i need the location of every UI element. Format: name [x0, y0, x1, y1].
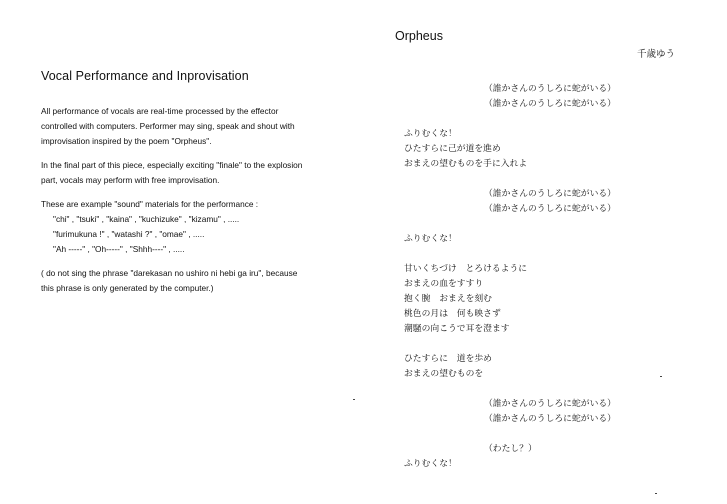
- example-line: "furimukuna !" , "watashi ?" , "omae" , .....: [53, 229, 205, 239]
- scan-speck: [660, 376, 662, 377]
- poem-line: ひたすらに 道を歩め: [404, 354, 492, 364]
- poem-refrain-line: （誰かさんのうしろに蛇がいる）: [484, 99, 616, 109]
- stanza-break: [404, 217, 704, 232]
- notes-paragraph-finale: [41, 158, 366, 188]
- poem-body: [404, 82, 704, 472]
- stanza-break: [404, 427, 704, 442]
- stanza-break: [404, 247, 704, 262]
- poem-refrain-line: （誰かさんのうしろに蛇がいる）: [484, 204, 616, 214]
- example-line: "Ah -----" , "Oh-----" , "Shhh----" , .....: [53, 244, 185, 254]
- poem-refrain-line: （誰かさんのうしろに蛇がいる）: [484, 414, 616, 424]
- poem-refrain-line: （誰かさんのうしろに蛇がいる）: [484, 84, 616, 94]
- poem-title: Orpheus: [395, 29, 443, 43]
- poem-line: 抱く腕 おまえを刻む: [404, 294, 492, 304]
- scan-speck: [655, 493, 657, 494]
- notes-paragraph-realtime: [41, 104, 366, 149]
- text-line: All performance of vocals are real-time processed by the effector: [41, 106, 279, 116]
- poem-line: おまえの望むものを手に入れよ: [404, 159, 528, 169]
- poem-refrain-line: （誰かさんのうしろに蛇がいる）: [484, 189, 616, 199]
- poem-author: 千歳ゆう: [637, 49, 676, 60]
- text-line: improvisation inspired by the poem "Orpheus".: [41, 136, 212, 146]
- text-line: part, vocals may perform with free improvisation.: [41, 175, 220, 185]
- poem-line: おまえの望むものを: [404, 369, 484, 379]
- text-line: In the final part of this piece, especially exciting "finale" to the explosion: [41, 160, 303, 170]
- stanza-break: [404, 112, 704, 127]
- text-line: controlled with computers. Performer may sing, speak and shout with: [41, 121, 295, 131]
- poem-refrain-line: （誰かさんのうしろに蛇がいる）: [484, 399, 616, 409]
- notes-paragraph-examples: [41, 197, 366, 257]
- poem-line: 桃色の月は 何も映さず: [404, 309, 501, 319]
- poem-line: 潮騒の向こうで耳を澄ます: [404, 324, 510, 334]
- poem-refrain-line: （わたし？）: [484, 444, 537, 454]
- performance-notes: [41, 68, 366, 296]
- example-line: "chi" , "tsuki" , "kaina" , "kuchizuke" , "kizamu" , .....: [53, 214, 240, 224]
- text-line: this phrase is only generated by the computer.): [41, 283, 214, 293]
- poem-line: ふりむくな！: [404, 234, 457, 244]
- examples-intro: These are example "sound" materials for the performance :: [41, 199, 259, 209]
- text-line: ( do not sing the phrase "darekasan no ushiro ni hebi ga iru", because: [41, 268, 298, 278]
- poem-line: ふりむくな！: [404, 129, 457, 139]
- stanza-break: [404, 382, 704, 397]
- stanza-break: [404, 172, 704, 187]
- notes-heading: Vocal Performance and Inprovisation: [41, 69, 249, 83]
- poem-line: ひたすらに己が道を進め: [404, 144, 501, 154]
- notes-paragraph-caution: [41, 266, 366, 296]
- poem-line: おまえの血をすすり: [404, 279, 484, 289]
- poem-line: 甘いくちづけ とろけるように: [404, 264, 528, 274]
- poem-line: ふりむくな！: [404, 459, 457, 469]
- stanza-break: [404, 337, 704, 352]
- scan-speck: [353, 399, 355, 400]
